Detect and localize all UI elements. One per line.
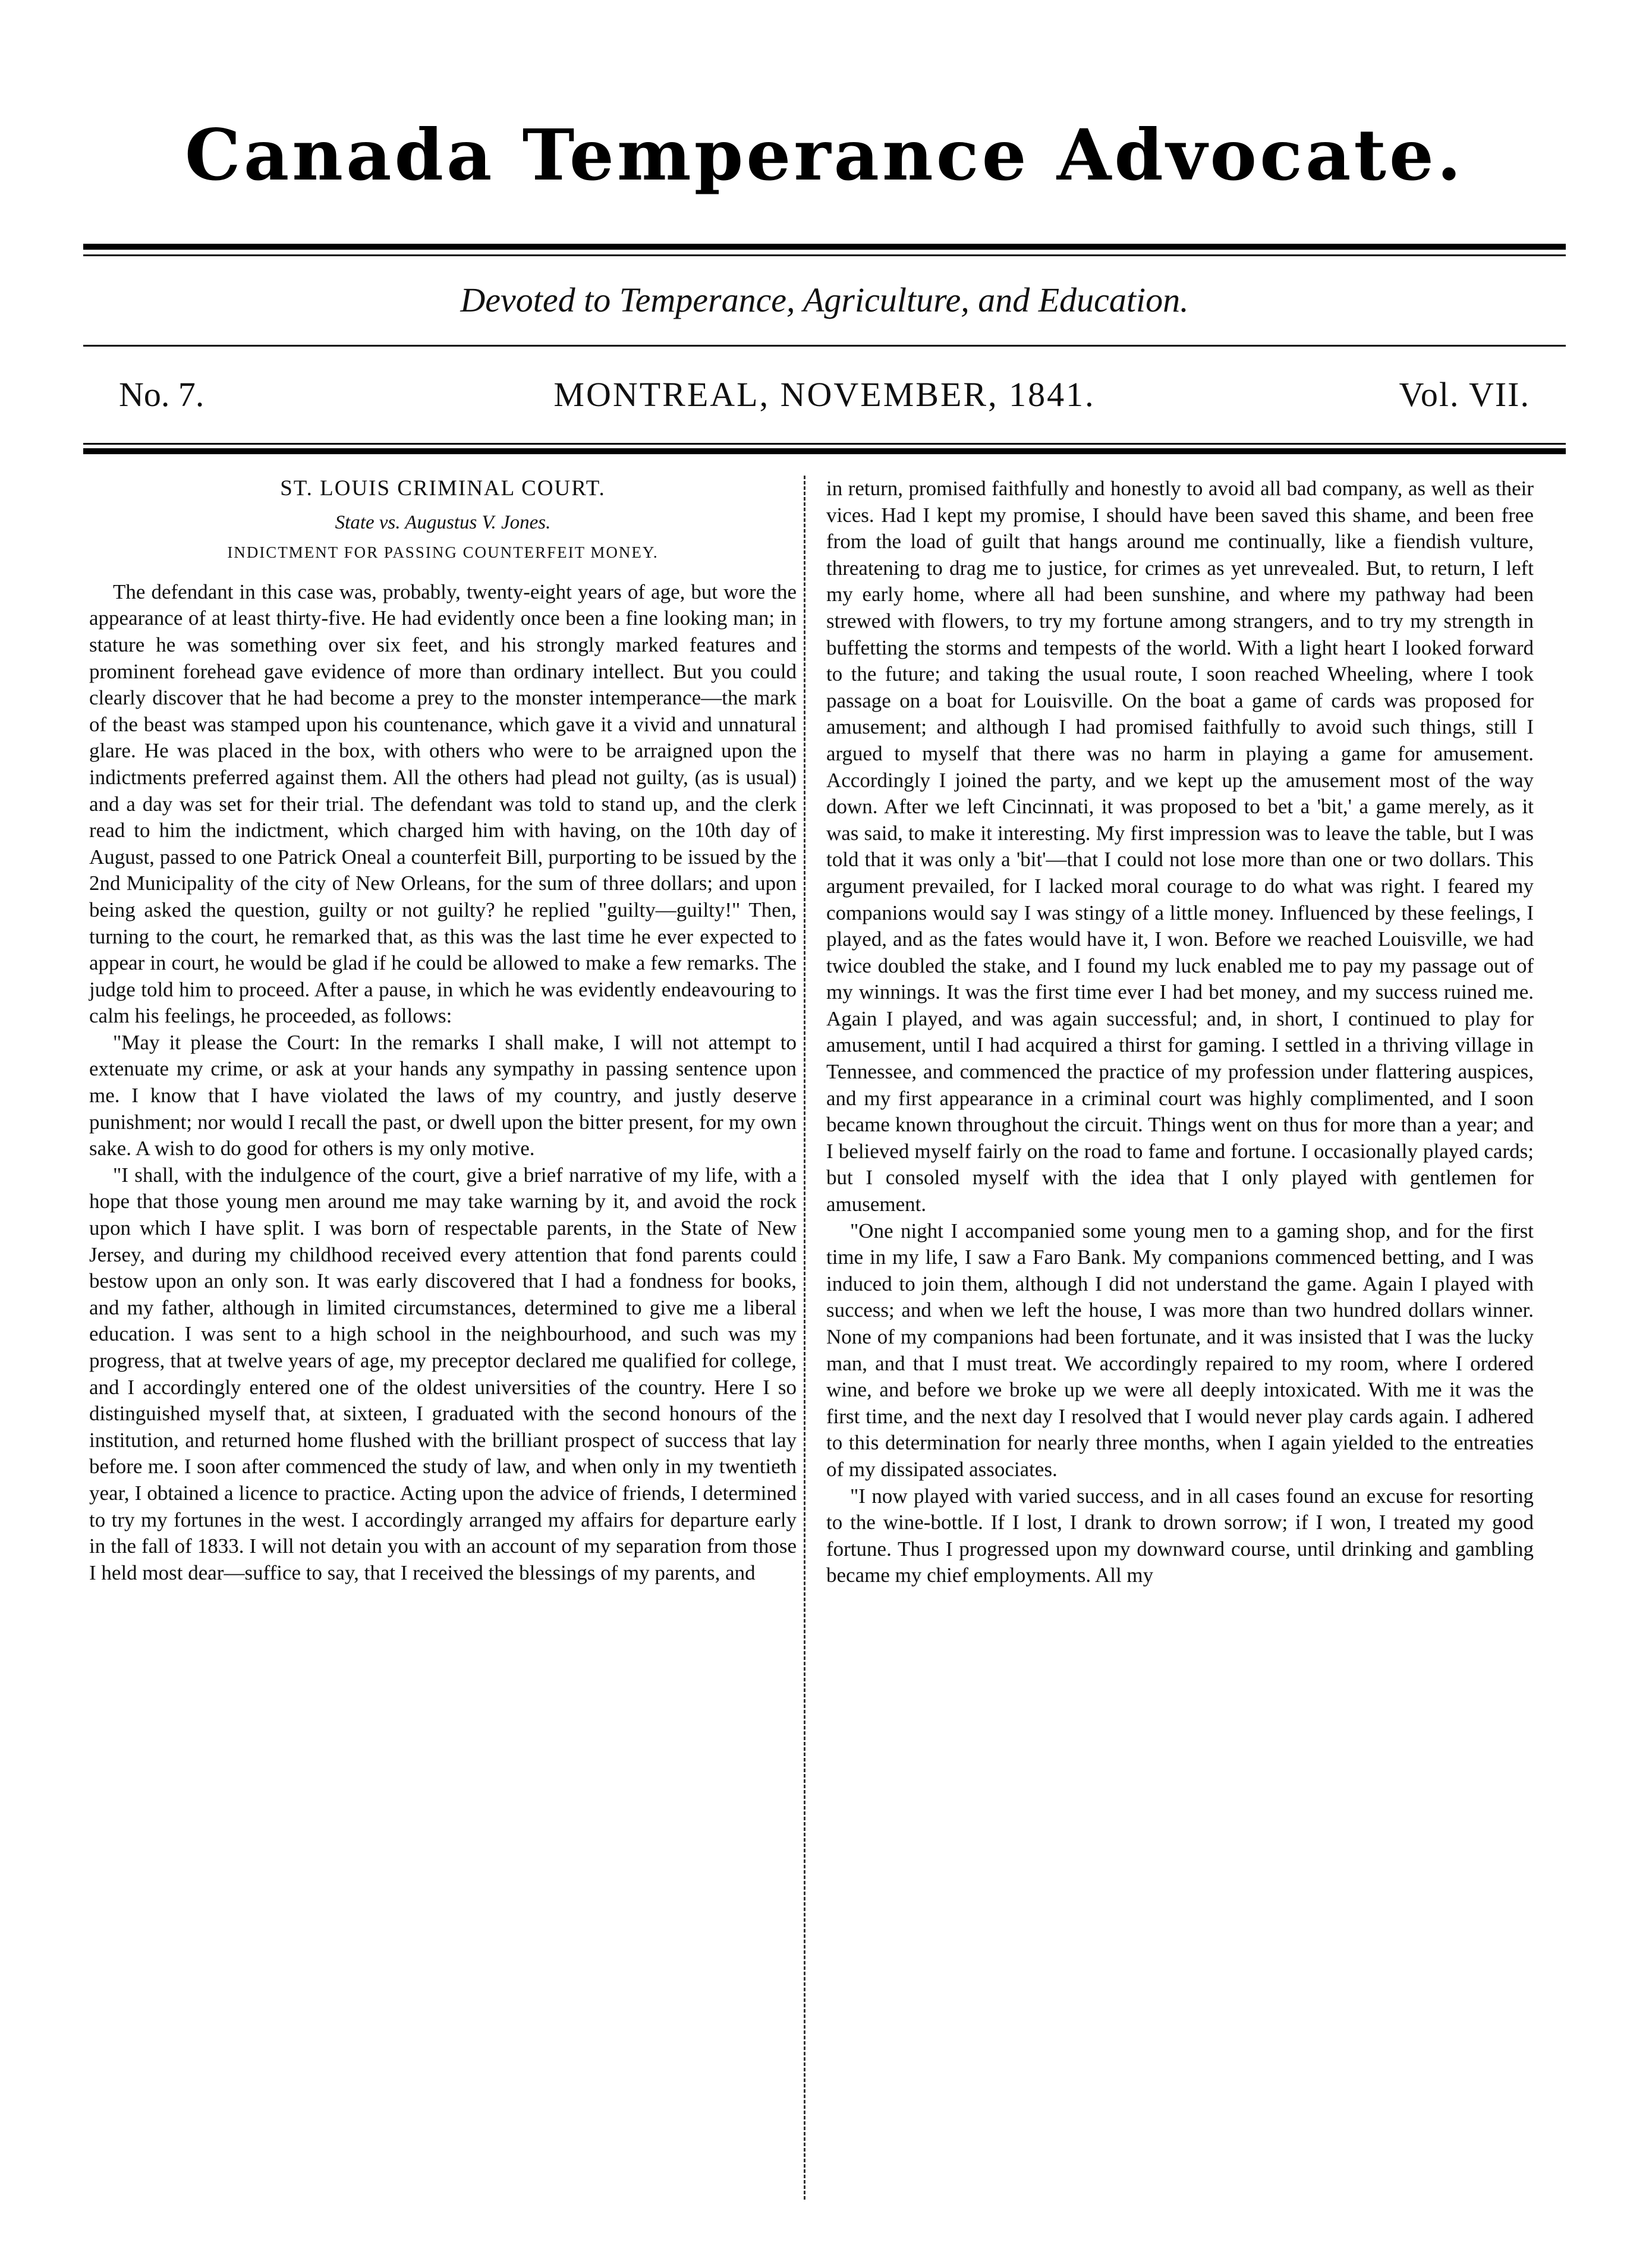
issue-line (119, 375, 1530, 422)
right-paragraph-2: "One night I accompanied some young men to a gaming shop, and for the first time in my life, I saw a Faro Bank. My companions commenced betting, and I was induced to join them, although I did not understand the game. Again I played with success; and when we left the house, I was more than two hundred dollars winner. None of my companions had been fortunate, and it was insisted that I was the lucky man, and that I must treat. We accordingly repaired to my room, where I ordered wine, and before we broke up we were all deeply intoxicated. With me it was the first time, and the next day I resolved that I would never play cards again. I adhered to this determination for nearly three months, when I again yielded to the entreaties of my dissipated associates. (826, 1219, 1534, 1481)
masthead-rule-thick (83, 244, 1566, 250)
left-paragraph-2: "May it please the Court: In the remarks I shall make, I will not attempt to extenuate my crime, or ask at your hands any sympathy in passing sentence upon me. I know that I have violated the laws of my country, and justly deserve punishment; nor would I recall the past, or dwell upon the bitter present, for my own sake. A wish to do good for others is my only motive. (89, 1030, 797, 1160)
left-paragraph-3: "I shall, with the indulgence of the court, give a brief narrative of my life, with a hope that those young men around me may take warning by it, and avoid the rock upon which I have split. I was born of respectable parents, in the State of New Jersey, and during my childhood received every attention that fond parents could bestow upon an only son. It was early discovered that I had a fondness for books, and my father, although in limited circumstances, determined to give me a liberal education. I was sent to a high school in the neighbourhood, and such was my progress, that at twelve years of age, my preceptor declared me qualified for college, and I accordingly entered one of the oldest universities of the country. Here I so distinguished myself that, at sixteen, I graduated with the second honours of the institution, and returned home flushed with the brilliant prospect of success that lay before me. I soon after commenced the study of law, and when only in my twentieth year, I obtained a licence to practice. Acting upon the advice of friends, I determined to try my fortunes in the west. I accordingly arranged my affairs for departure early in the fall of 1833. I will not detain you with an account of my separation from those I held most dear—suffice to say, that I received the blessings of my parents, and (89, 1163, 797, 1584)
article-indictment: INDICTMENT FOR PASSING COUNTERFEIT MONEY. (227, 543, 659, 562)
left-column (89, 476, 797, 1586)
masthead-rule-thin (83, 254, 1566, 256)
issue-rule-thin (83, 443, 1566, 445)
column-divider (804, 476, 807, 2200)
article-heading: ST. LOUIS CRIMINAL COURT. (280, 476, 606, 501)
issue-rule-thick (83, 448, 1566, 454)
left-paragraph-1: The defendant in this case was, probably, twenty-eight years of age, but wore the appearance of at least thirty-five. He had evidently once been a fine looking man; in stature he was something over six feet, and his strongly marked features and prominent forehead gave evidence of more than ordinary intellect. But you could clearly discover that he had become a prey to the monster intemperance—the mark of the beast was stamped upon his countenance, which gave it a vivid and unnatural glare. He was placed in the box, with others who were to be arraigned upon the indictments preferred against them. All the others had plead not guilty, (as is usual) and a day was set for their trial. The defendant was told to stand up, and the clerk read to him the indictment, which charged him with having, on the 10th day of August, passed to one Patrick Oneal a counterfeit Bill, purporting to be issued by the 2nd Municipality of the city of New Orleans, for the sum of three dollars; and upon being asked the question, guilty or not guilty? he replied "guilty—guilty!" Then, turning to the court, he remarked that, as this was the last time he ever expected to appear in court, he would be glad if he could be allowed to make a few remarks. The judge told him to proceed. After a pause, in which he was evidently endeavouring to calm his feelings, he proceeded, as follows: (89, 580, 797, 1028)
motto-rule (83, 345, 1566, 347)
right-paragraph-3: "I now played with varied success, and in all cases found an excuse for resorting to the wine-bottle. If I lost, I drank to drown sorrow; if I won, I treated my good fortune. Thus I progressed upon my downward course, until drinking and gambling became my chief employments. All my (826, 1484, 1534, 1587)
issue-number: No. 7. (119, 375, 204, 414)
issue-volume: Vol. VII. (1399, 375, 1530, 414)
right-column (826, 476, 1534, 1589)
masthead-title: Canada Temperance Advocate. (184, 114, 1465, 196)
article-case: State vs. Augustus V. Jones. (335, 511, 551, 533)
issue-place-date: MONTREAL, NOVEMBER, 1841. (553, 375, 1096, 414)
motto: Devoted to Temperance, Agriculture, and Education. (460, 281, 1189, 319)
right-paragraph-1: in return, promised faithfully and honestly to avoid all bad company, as well as their vices. Had I kept my promise, I should have been saved this shame, and been free from the load of guilt that hangs around me continually, like a fiendish vulture, threatening to drag me to justice, for crimes as yet unrevealed. But, to return, I left my early home, where all had been sunshine, and where my pathway had been strewed with flowers, to try my fortune among strangers, and to try my strength in buffetting the storms and tempests of the world. With a light heart I looked forward to the future; and taking the usual route, I soon reached Wheeling, where I took passage on a boat for Louisville. On the boat a game of cards was proposed for amusement; and although I had promised faithfully to avoid such things, still I argued to myself that there was no harm in playing a game for amusement. Accordingly I joined the party, and we kept up the amusement most of the way down. After we left Cincinnati, it was proposed to bet a 'bit,' a game merely, as it was said, to make it interesting. My first impression was to leave the table, but I was told that it was only a 'bit'—that I could not lose more than one or two dollars. This argument prevailed, for I lacked moral courage to do what was right. I feared my companions would say I was stingy of a little money. Influenced by these feelings, I played, and as the fates would have it, I won. Before we reached Louisville, we had twice doubled the stake, and I found my luck enabled me to pay my passage out of my winnings. It was the first time ever I had bet money, and my success ruined me. Again I played, and was again successful; and, in short, I continued to play for amusement, until I had acquired a thirst for gaming. I settled in a thriving village in Tennessee, and commenced the practice of my profession under flattering auspices, and my first appearance in a criminal court was highly complimented, and I soon became known throughout the circuit. Things went on thus for more than a year; and I believed myself fairly on the road to fame and fortune. I occasionally played cards; but I consoled myself with the idea that I only played with gentlemen for amusement. (826, 477, 1534, 1216)
